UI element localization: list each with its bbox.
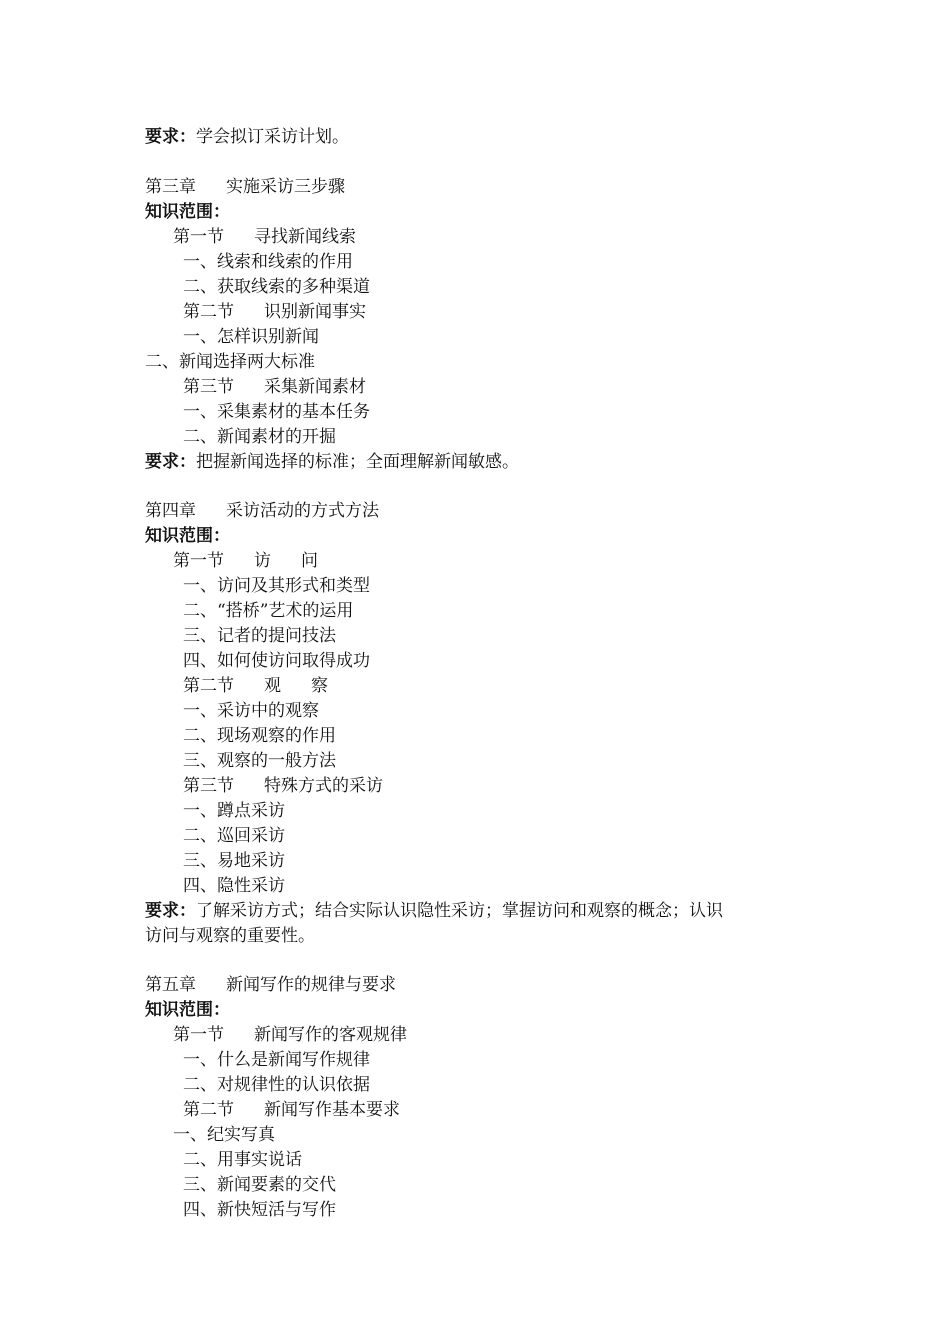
section-title: 观	[264, 676, 281, 696]
requirement-text: 学会拟订采访计划。	[196, 127, 349, 147]
list-item: 二、新闻素材的开掘	[183, 427, 336, 447]
list-item: 一、怎样识别新闻	[183, 327, 319, 347]
scope-label: 知识范围：	[145, 526, 230, 546]
ch3-requirement	[145, 450, 519, 474]
list-item: 二、“搭桥”艺术的运用	[183, 601, 354, 621]
section-title: 寻找新闻线索	[254, 227, 356, 247]
list-item: 二、用事实说话	[183, 1150, 302, 1170]
section-title: 新闻写作的客观规律	[254, 1025, 407, 1045]
ch2-requirement	[145, 125, 349, 149]
ch3-section-2	[183, 300, 366, 324]
list-item: 四、隐性采访	[183, 876, 285, 896]
requirement-label: 要求：	[145, 901, 196, 921]
chapter-title: 新闻写作的规律与要求	[226, 975, 396, 995]
chapter-number: 第五章	[145, 975, 196, 995]
list-item: 二、获取线索的多种渠道	[183, 277, 370, 297]
chapter-title: 采访活动的方式方法	[226, 501, 379, 521]
ch3-section-3	[183, 375, 366, 399]
ch4-requirement-cont: 访问与观察的重要性。	[145, 926, 315, 946]
list-item: 四、如何使访问取得成功	[183, 651, 370, 671]
list-item: 一、蹲点采访	[183, 801, 285, 821]
ch3-heading	[145, 175, 345, 199]
list-item: 三、观察的一般方法	[183, 751, 336, 771]
list-item: 四、新快短活与写作	[183, 1200, 336, 1220]
chapter-number: 第四章	[145, 501, 196, 521]
ch3-section-1	[173, 225, 356, 249]
section-number: 第三节	[183, 776, 234, 796]
ch4-section-1	[173, 549, 318, 573]
list-item: 二、新闻选择两大标准	[145, 352, 315, 372]
list-item: 二、巡回采访	[183, 826, 285, 846]
section-title: 采集新闻素材	[264, 377, 366, 397]
chapter-number: 第三章	[145, 177, 196, 197]
ch5-section-1	[173, 1023, 407, 1047]
list-item: 一、采集素材的基本任务	[183, 402, 370, 422]
list-item: 二、对规律性的认识依据	[183, 1075, 370, 1095]
list-item: 一、纪实写真	[173, 1125, 275, 1145]
scope-label: 知识范围：	[145, 1000, 230, 1020]
section-number: 第一节	[173, 551, 224, 571]
list-item: 三、记者的提问技法	[183, 626, 336, 646]
section-title: 新闻写作基本要求	[264, 1100, 400, 1120]
ch5-section-2	[183, 1098, 400, 1122]
ch4-requirement	[145, 899, 723, 923]
list-item: 一、线索和线索的作用	[183, 252, 353, 272]
scope-label: 知识范围：	[145, 202, 230, 222]
list-item: 一、什么是新闻写作规律	[183, 1050, 370, 1070]
section-number: 第二节	[183, 302, 234, 322]
section-number: 第三节	[183, 377, 234, 397]
ch4-section-2	[183, 674, 328, 698]
section-title: 特殊方式的采访	[264, 776, 383, 796]
list-item: 一、访问及其形式和类型	[183, 576, 370, 596]
requirement-label: 要求：	[145, 452, 196, 472]
section-title: 问	[301, 551, 318, 571]
list-item: 一、采访中的观察	[183, 701, 319, 721]
section-title: 察	[311, 676, 328, 696]
section-title: 访	[254, 551, 271, 571]
requirement-label: 要求：	[145, 127, 196, 147]
section-number: 第一节	[173, 227, 224, 247]
list-item: 三、新闻要素的交代	[183, 1175, 336, 1195]
list-item: 三、易地采访	[183, 851, 285, 871]
ch5-heading	[145, 973, 396, 997]
section-number: 第二节	[183, 1100, 234, 1120]
requirement-text: 把握新闻选择的标准；全面理解新闻敏感。	[196, 452, 519, 472]
section-number: 第二节	[183, 676, 234, 696]
section-title: 识别新闻事实	[264, 302, 366, 322]
ch4-section-3	[183, 774, 383, 798]
section-number: 第一节	[173, 1025, 224, 1045]
ch4-heading	[145, 499, 379, 523]
list-item: 二、现场观察的作用	[183, 726, 336, 746]
requirement-text: 了解采访方式；结合实际认识隐性采访；掌握访问和观察的概念；认识	[196, 901, 723, 921]
chapter-title: 实施采访三步骤	[226, 177, 345, 197]
